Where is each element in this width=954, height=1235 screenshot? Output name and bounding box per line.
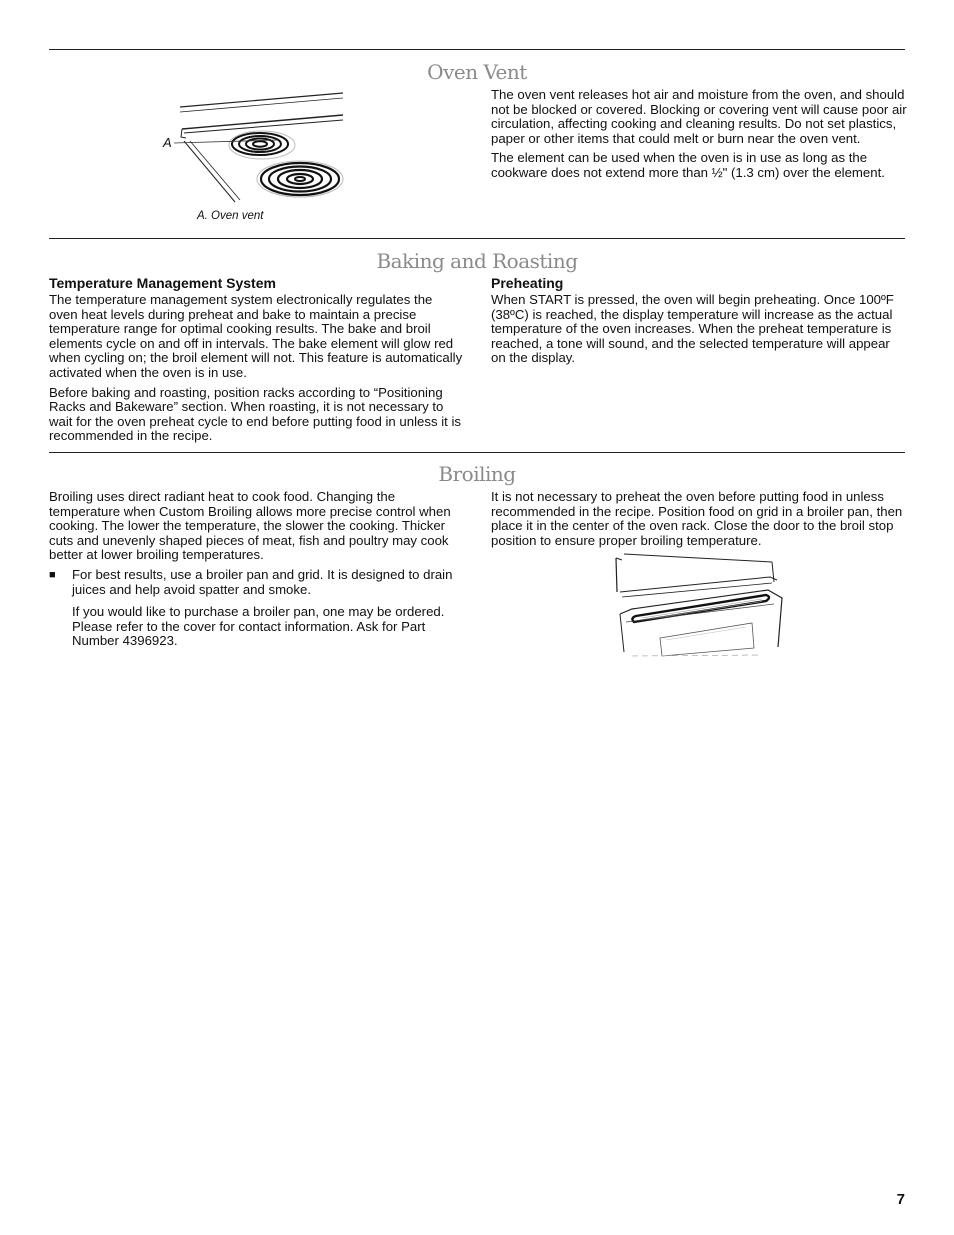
broiler-pan-bullet-text: For best results, use a broiler pan and grid. It is designed to drain juices and help avoid spatter and smoke. bbox=[72, 566, 453, 597]
surface-element-front bbox=[257, 161, 343, 197]
figure-label-a: A bbox=[163, 135, 172, 150]
preheating-column bbox=[491, 275, 901, 371]
temperature-management-column bbox=[49, 275, 463, 449]
baking-rule bbox=[49, 238, 905, 239]
broiling-title: Broiling bbox=[438, 462, 516, 486]
oven-vent-title: Oven Vent bbox=[427, 60, 527, 84]
page-number: 7 bbox=[896, 1191, 905, 1208]
broiling-right-column bbox=[491, 490, 905, 553]
broiler-pan-purchase-note: If you would like to purchase a broiler pan, one may be ordered. Please refer to the cover for contact information. Ask for Part Number 4396923. bbox=[72, 604, 445, 649]
broiler-pan-bullet bbox=[49, 568, 463, 597]
oven-vent-caption: A. Oven vent bbox=[197, 210, 264, 222]
preheating-heading: Preheating bbox=[491, 275, 564, 291]
oven-vent-paragraph: The element can be used when the oven is in use as long as the cookware does not extend more than ½" (1.3 cm) over the element. bbox=[491, 150, 885, 180]
surface-element-back bbox=[229, 131, 295, 159]
temperature-management-heading: Temperature Management System bbox=[49, 275, 276, 291]
oven-vent-text bbox=[491, 88, 907, 186]
oven-door-broil-stop-illustration bbox=[612, 552, 792, 658]
bullet-square-icon: ■ bbox=[49, 568, 56, 581]
top-rule bbox=[49, 49, 905, 50]
oven-vent-paragraph: The oven vent releases hot air and moisture from the oven, and should not be blocked or covered. Blocking or covering vent will cause poor air circulation, affecting cooking and cleaning results. Do not set plastics, paper or other items that could melt or burn near the oven vent. bbox=[491, 87, 907, 146]
baking-position-paragraph: Before baking and roasting, position racks according to “Positioning Racks and Bakeware” section. When roasting, it is not necessary to wait for the oven preheat cycle to end before putting food in unless it is recommended in the recipe. bbox=[49, 384, 461, 444]
baking-roasting-title: Baking and Roasting bbox=[376, 249, 578, 273]
broiling-rule bbox=[49, 452, 905, 453]
broiling-preheat-paragraph: It is not necessary to preheat the oven before putting food in unless recommended in the recipe. Position food on grid in a broiler pan, then place it in the center of the oven rack. Close the door to the broil stop position to ensure proper broiling temperature. bbox=[491, 489, 903, 548]
preheating-paragraph: When START is pressed, the oven will begin preheating. Once 100ºF (38ºC) is reached, the display temperature will increase as the actual temperature of the oven increases. When the preheat temperature is reached, a tone will sound, and the selected temperature will appear on the display. bbox=[491, 292, 894, 366]
oven-vent-illustration bbox=[160, 90, 360, 208]
temperature-management-paragraph: The temperature management system electronically regulates the oven heat levels during preheat and bake to maintain a precise temperature range for optimal cooking results. The bake and broil elements cycle on and off in intervals. The bake element will glow red when cycling on; the broil element will not. This feature is automatically activated when the oven is in use. bbox=[49, 292, 463, 380]
broiling-left-column bbox=[49, 490, 463, 654]
broiling-intro-paragraph: Broiling uses direct radiant heat to cook food. Changing the temperature when Custom Broiling allows more precise control when cooking. The lower the temperature, the slower the cooking. Thicker cuts and unevenly shaped pieces of meat, fish and poultry may cook better at lower broiling temperatures. bbox=[49, 489, 451, 563]
